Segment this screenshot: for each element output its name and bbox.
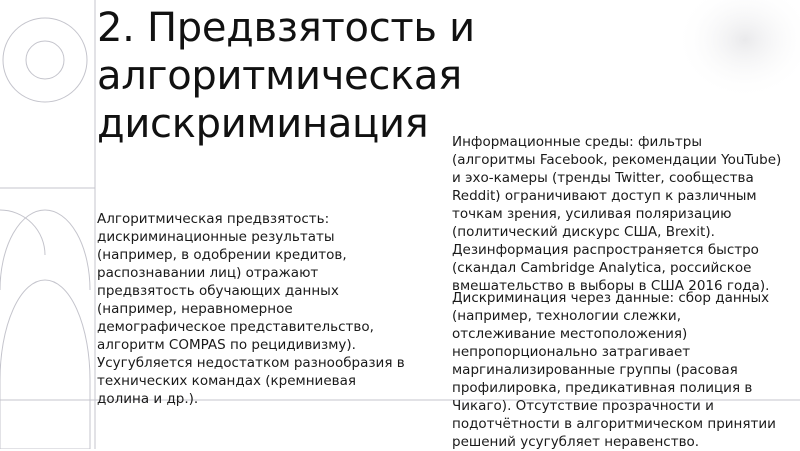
right-bottom-text-block: Дискриминация через данные: сбор данных (например, технологии слежки, отслеживание местоположения) непропорционально затрагивает маргинализированные группы (расовая профилировка, предикативная полиция в Чикаго). Отсутствие прозрачности и подотчётности в алгоритмическом принятии решений усугубляет неравенство. [452, 290, 776, 450]
decorative-circle-large [3, 18, 87, 102]
smoke-texture [675, 0, 800, 100]
left-text-block: Алгоритмическая предвзятость: дискриминационные результаты (например, в одобрении кредитов, распознавании лиц) отражают предвзятость обучающих данных (например, неравномерное демографическое представительство, алгоритм COMPAS по рецидивизму). Усугубляется недостатком разнообразия в технических командах (кремниевая долина и др.). [97, 211, 405, 407]
slide-title: 2. Предвзятость и алгоритмическая дискриминация [97, 5, 475, 147]
right-top-text-block: Информационные среды: фильтры (алгоритмы Facebook, рекомендации YouTube) и эхо-камеры (тренды Twitter, сообщества Reddit) ограничивают доступ к различным точкам зрения, усиливая поляризацию (политический дискурс США, Brexit). Дезинформация распространяется быстро (скандал Cambridge Analytica, российское вмешательство в выборы в США 2016 года). [452, 134, 782, 294]
decorative-arch-lower [0, 280, 90, 449]
decorative-circle-small [26, 41, 64, 79]
